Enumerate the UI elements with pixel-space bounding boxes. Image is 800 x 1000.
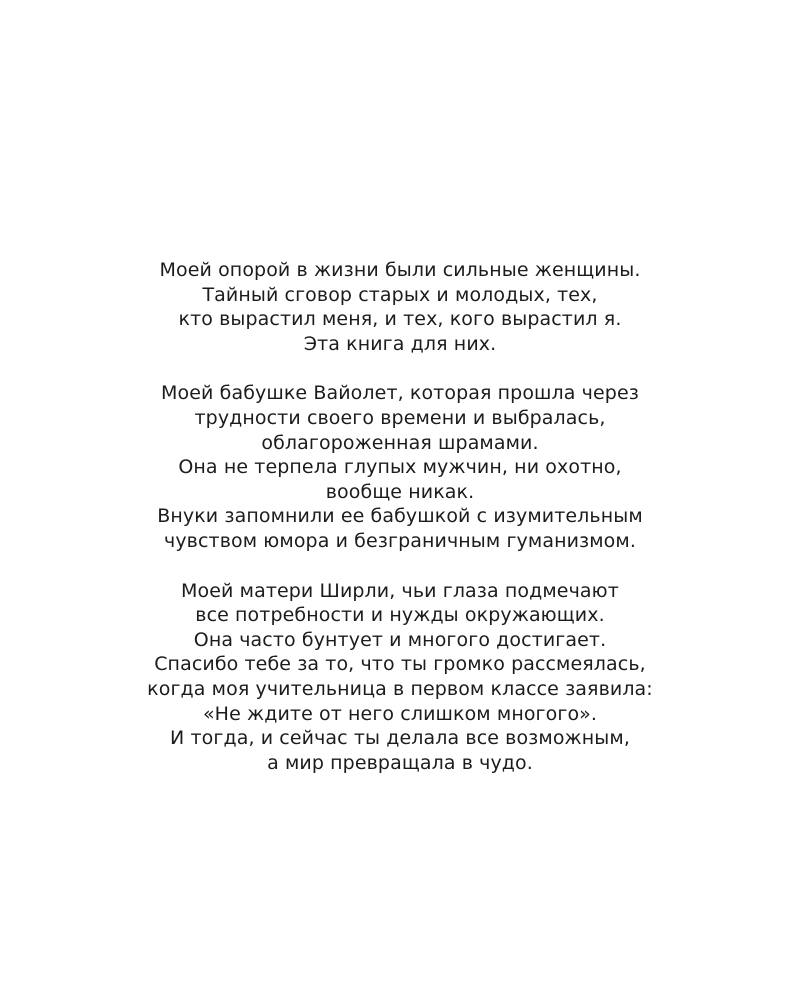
dedication-line: все потребности и нужды окружающих. [195,604,605,627]
dedication-text [20,258,780,775]
dedication-line: Моей бабушке Вайолет, которая прошла через [161,382,639,405]
dedication-line: Спасибо тебе за то, что ты громко рассмеялась, [154,653,646,676]
dedication-stanza-1 [20,258,780,356]
dedication-line: Моей опорой в жизни были сильные женщины. [159,259,641,281]
dedication-stanza-2 [20,381,780,553]
dedication-line: Она не терпела глупых мужчин, ни охотно, [178,456,622,479]
dedication-line: «Не ждите от него слишком многого». [202,702,598,725]
dedication-line: Эта книга для них. [303,332,497,355]
dedication-line: Внуки запомнили ее бабушкой с изумительным [157,505,643,528]
dedication-line: Она часто бунтует и многого достигает. [193,628,607,651]
dedication-line: кто вырастил меня, и тех, кого вырастил я. [178,308,622,331]
dedication-line: Моей матери Ширли, чьи глаза подмечают [181,579,619,602]
dedication-line: а мир превращала в чудо. [267,751,533,774]
dedication-line: облагороженная шрамами. [261,431,539,454]
dedication-line: И тогда, и сейчас ты делала все возможным, [170,727,630,750]
dedication-line: Тайный сговор старых и молодых, тех, [202,283,598,306]
dedication-line: когда моя учительница в первом классе заявила: [147,677,653,700]
dedication-line: вообще никак. [325,480,475,503]
dedication-line: трудности своего времени и выбралась, [194,406,606,429]
dedication-line: чувством юмора и безграничным гуманизмом. [164,529,636,552]
dedication-stanza-3 [20,579,780,776]
